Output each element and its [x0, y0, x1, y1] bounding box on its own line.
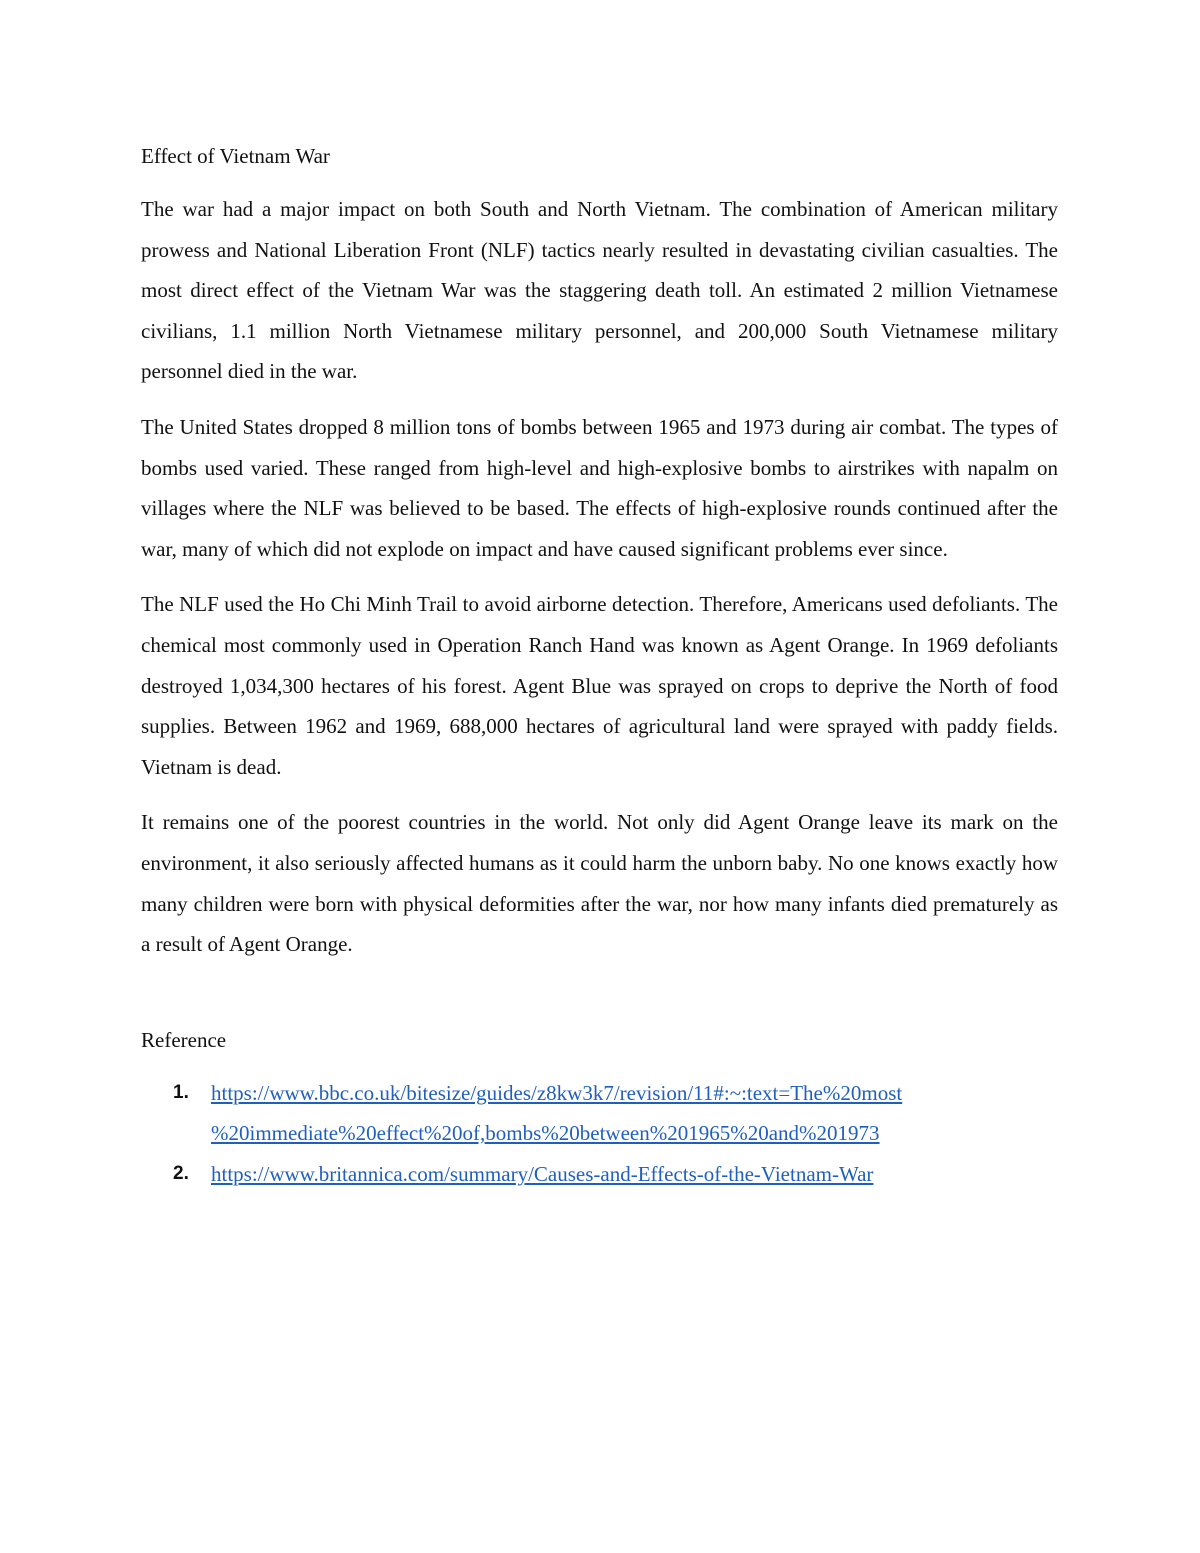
document-title: Effect of Vietnam War — [141, 144, 330, 168]
reference-item-1 — [141, 1073, 1058, 1154]
reference-heading: Reference — [141, 1027, 227, 1052]
reference-item-2 — [141, 1154, 1058, 1195]
reference-list — [141, 1073, 1058, 1195]
reference-link-1-line-1: https://www.bbc.co.uk/bitesize/guides/z8kw3k7/revision/11#:~:text=The%20most — [211, 1080, 903, 1105]
reference-link-2-line-1: https://www.britannica.com/summary/Causes-and-Effects-of-the-Vietnam-War — [211, 1161, 874, 1186]
reference-link-1[interactable] — [211, 1073, 1058, 1154]
paragraph-2: The United States dropped 8 million tons of bombs between 1965 and 1973 during air combat. The types of bombs used varied. These ranged from high-level and high-explosive bombs to airstrikes with napalm on villages where the NLF was believed to be based. The effects of high-explosive rounds continued after the war, many of which did not explode on impact and have caused significant problems ever since. — [141, 414, 1058, 561]
paragraph-3: The NLF used the Ho Chi Minh Trail to avoid airborne detection. Therefore, Americans used defoliants. The chemical most commonly used in Operation Ranch Hand was known as Agent Orange. In 1969 defoliants destroyed 1,034,300 hectares of his forest. Agent Blue was sprayed on crops to deprive the North of food supplies. Between 1962 and 1969, 688,000 hectares of agricultural land were sprayed with paddy fields. Vietnam is dead. — [141, 592, 1058, 779]
reference-number-2: 2. — [173, 1162, 189, 1184]
paragraph-1: The war had a major impact on both South and North Vietnam. The combination of American military prowess and National Liberation Front (NLF) tactics nearly resulted in devastating civilian casualties. The most direct effect of the Vietnam War was the staggering death toll. An estimated 2 million Vietnamese civilians, 1.1 million North Vietnamese military personnel, and 200,000 South Vietnamese military personnel died in the war. — [141, 197, 1058, 384]
reference-number-1: 1. — [173, 1081, 189, 1103]
paragraph-4: It remains one of the poorest countries in the world. Not only did Agent Orange leave its mark on the environment, it also seriously affected humans as it could harm the unborn baby. No one knows exactly how many children were born with physical deformities after the war, nor how many infants died prematurely as a result of Agent Orange. — [141, 810, 1058, 957]
document-body — [141, 136, 1058, 1194]
reference-link-1-line-2: %20immediate%20effect%20of,bombs%20between%201965%20and%201973 — [211, 1121, 880, 1146]
reference-link-2[interactable] — [211, 1154, 1058, 1195]
